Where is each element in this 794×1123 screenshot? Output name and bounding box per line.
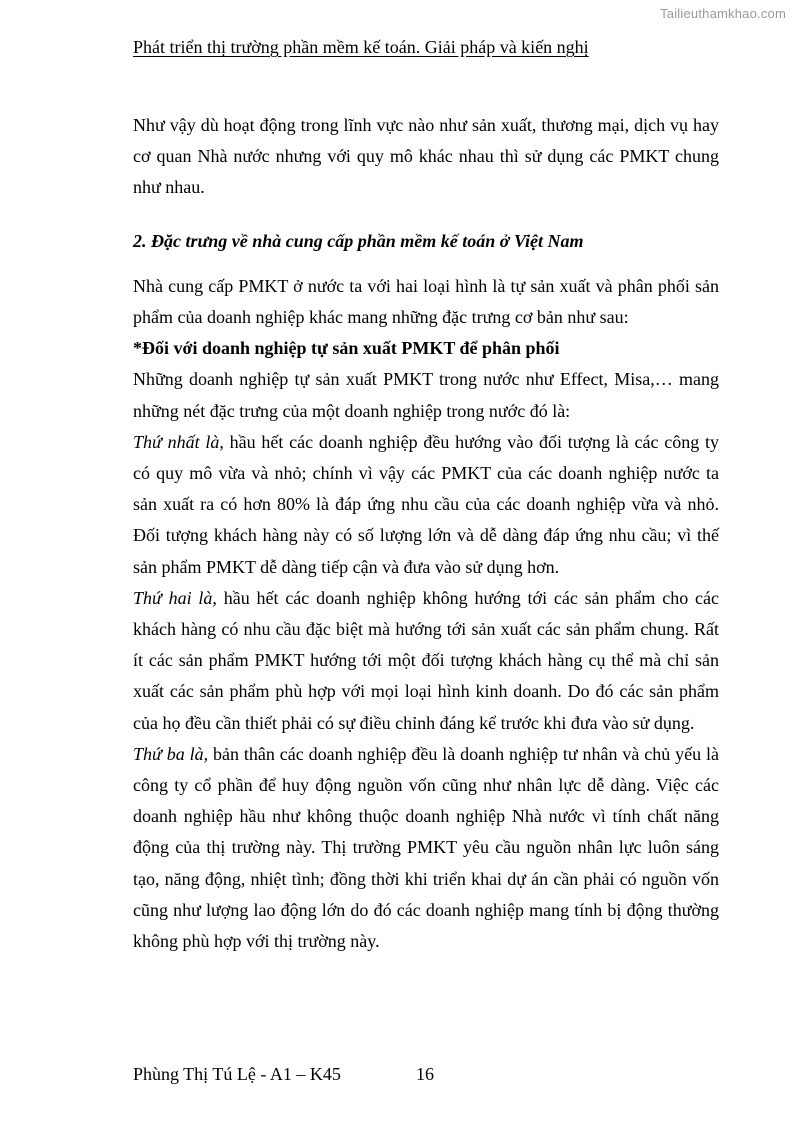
point-lead: Thứ ba là,: [133, 743, 209, 764]
section-heading: 2. Đặc trưng về nhà cung cấp phần mềm kế toán ở Việt Nam: [133, 230, 584, 251]
footer-author: Phùng Thị Tú Lệ - A1 – K45: [133, 1064, 341, 1084]
page-number: 16: [416, 1064, 434, 1084]
document-body: [133, 110, 719, 957]
subheading: *Đối với doanh nghiệp tự sản xuất PMKT để phân phối: [133, 338, 560, 359]
point-lead: Thứ nhất là: [133, 431, 220, 452]
page-footer: [133, 1064, 434, 1085]
point-text: bản thân các doanh nghiệp đều là doanh nghiệp tư nhân và chủ yếu là công ty cổ phần để huy động nguồn vốn cũng như nhân lực dễ dàng. Việc các doanh nghiệp hầu như không thuộc doanh nghiệp Nhà nước vì tính chất năng động của thị trường này. Thị trường PMKT yêu cầu nguồn nhân lực luôn sáng tạo, năng động, nhiệt tình; đồng thời khi triển khai dự án cần phải có nguồn vốn cũng như lượng lao động lớn do đó các doanh nghiệp mang tính bị động thường không phù hợp với thị trường này.: [133, 743, 719, 952]
section-intro-paragraph: Nhà cung cấp PMKT ở nước ta với hai loại hình là tự sản xuất và phân phối sản phẩm của doanh nghiệp khác mang những đặc trưng cơ bản như sau:: [133, 275, 719, 328]
subheading-intro-paragraph: Những doanh nghiệp tự sản xuất PMKT trong nước như Effect, Misa,… mang những nét đặc trưng của một doanh nghiệp trong nước đó là:: [133, 369, 719, 421]
point-text: hầu hết các doanh nghiệp không hướng tới các sản phẩm cho các khách hàng có nhu cầu đặc biệt mà hướng tới sản xuất các sản phẩm chung. Rất ít các sản phẩm PMKT hướng tới một đối tượng khách hàng cụ thể mà chỉ sản xuất các sản phẩm phù hợp với mọi loại hình kinh doanh. Do đó các sản phẩm của họ đều cần thiết phải có sự điều chỉnh đáng kể trước khi đưa vào sử dụng.: [133, 587, 719, 733]
point-paragraph-1: [133, 427, 719, 583]
watermark: Tailieuthamkhao.com: [660, 6, 786, 21]
point-lead: Thứ hai là,: [133, 587, 217, 608]
point-paragraph-3: [133, 739, 719, 957]
intro-paragraph: Như vậy dù hoạt động trong lĩnh vực nào như sản xuất, thương mại, dịch vụ hay cơ quan Nhà nước nhưng với quy mô khác nhau thì sử dụng các PMKT chung như nhau.: [133, 115, 719, 198]
running-header-title: Phát triển thị trường phần mềm kế toán. Giải pháp và kiến nghị: [133, 37, 589, 57]
point-paragraph-2: [133, 583, 719, 739]
point-text: , hầu hết các doanh nghiệp đều hướng vào đối tượng là các công ty có quy mô vừa và nhỏ; chính vì vậy các PMKT của các doanh nghiệp nước ta sản xuất ra có hơn 80% là đáp ứng nhu cầu của các doanh nghiệp vừa và nhỏ. Đối tượng khách hàng này có số lượng lớn và dễ dàng đáp ứng nhu cầu; vì thế sản phẩm PMKT dễ dàng tiếp cận và đưa vào sử dụng hơn.: [133, 431, 719, 577]
